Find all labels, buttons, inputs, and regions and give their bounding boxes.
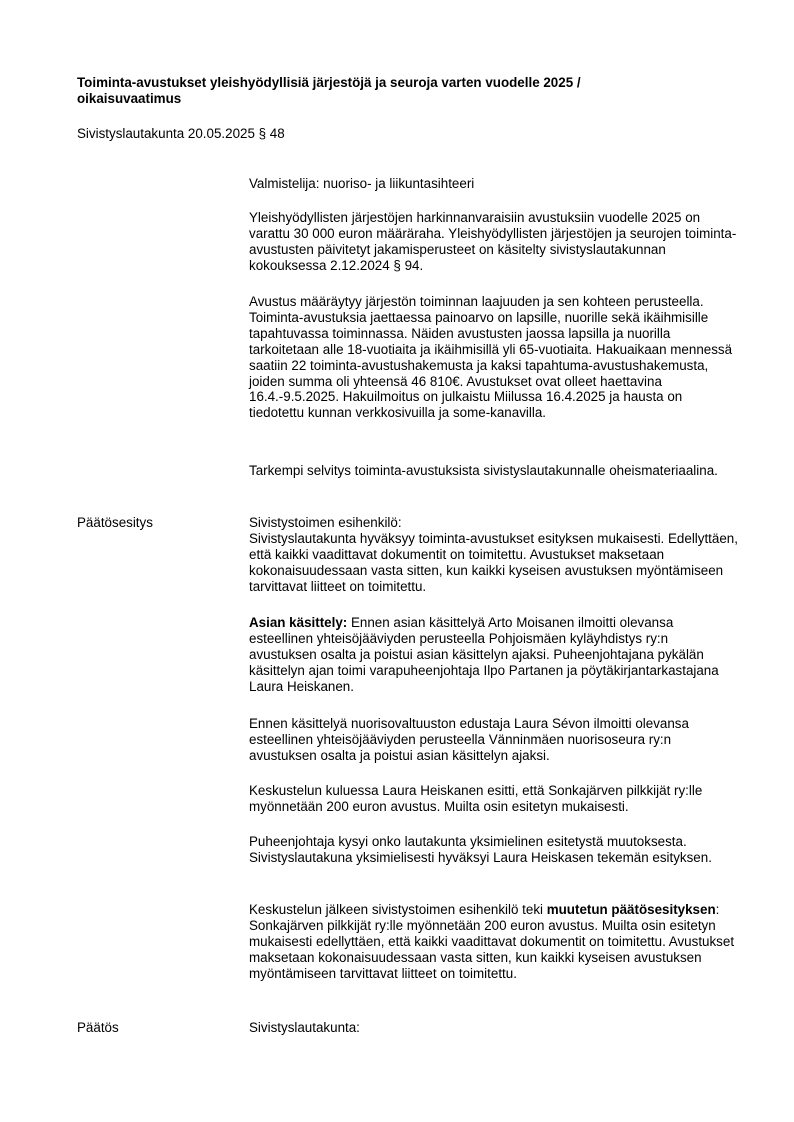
handling-label: Asian käsittely: (249, 615, 348, 630)
proposal-section (249, 515, 739, 595)
paragraph-handling (249, 615, 739, 695)
document-title (77, 75, 677, 107)
decision-by: Sivistyslautakunta: (249, 1020, 360, 1035)
handling-text: Ennen asian käsittelyä Arto Moisanen ilmoitti olevansa esteellinen yhteisöjääviyden perusteella Pohjoismäen kyläyhdistys ry:n avustuksen osalta ja poistui asian käsittelyn ajaksi. Puheenjohtajana pykälän käsittelyn ajan toimi varapuheenjohtaja Ilpo Partanen ja pöytäkirjantarkastajana Laura Heiskanen. (249, 615, 719, 694)
label-proposal: Päätösesitys (77, 515, 153, 530)
proposal-text: Sivistyslautakunta hyväksyy toiminta-avustukset esityksen mukaisesti. Edellyttäen, että kaikki vaadittavat dokumentit on toimitettu. Avustukset maksetaan kokonaisuudessaan vasta sitten, kun kaikki kyseisen avustuksen myöntämiseen tarvittavat liitteet on toimitettu. (249, 530, 738, 594)
proposal-by: Sivistystoimen esihenkilö: (249, 515, 402, 530)
paragraph-amended (249, 902, 739, 982)
paragraph-sevon: Ennen käsittelyä nuorisovaltuuston edustaja Laura Sévon ilmoitti olevansa esteellinen yhteisöjääviyden perusteella Vänninmäen nuorisoseura ry:n avustuksen osalta ja poistui asian käsittelyn ajaksi. (249, 716, 689, 763)
amended-bold: muutetun päätösesityksen (546, 902, 716, 917)
amended-pre: Keskustelun jälkeen sivistystoimen esihenkilö teki (249, 902, 547, 917)
paragraph-budget: Yleishyödyllisten järjestöjen harkinnanvaraisiin avustuksiin vuodelle 2025 on varattu 30 000 euron määräraha. Yleishyödyllisten järjestöjen ja seurojen toiminta-avustusten päivitetyt jakamisperusteet on käsitelty sivistyslautakunnan kokouksessa 2.12.2024 § 94. (249, 210, 737, 273)
meeting-reference: Sivistyslautakunta 20.05.2025 § 48 (77, 126, 285, 141)
paragraph-details: Tarkempi selvitys toiminta-avustuksista sivistyslautakunnalle oheismateriaalina. (249, 463, 718, 478)
paragraph-discussion: Keskustelun kuluessa Laura Heiskanen esitti, että Sonkajärven pilkkijät ry:lle myönnetään 200 euron avustus. Muilta osin esitetyn mukaisesti. (249, 783, 703, 814)
label-decision: Päätös (77, 1020, 119, 1035)
preparer: Valmistelija: nuoriso- ja liikuntasihteeri (249, 176, 475, 191)
amended-post: : Sonkajärven pilkkijät ry:lle myönnetään 200 euron avustus. Muilta osin esitetyn mukaisesti edellyttäen, että kaikki vaadittavat dokumentit on toimitettu. Avustukset maksetaan kokonaisuudessaan vasta sitten, kun kaikki kyseisen avustuksen myöntämiseen tarvittavat liitteet on toimitettu. (249, 902, 735, 981)
paragraph-chair: Puheenjohtaja kysyi onko lautakunta yksimielinen esitetystä muutoksesta. Sivistyslautakuna yksimielisesti hyväksyi Laura Heiskasen tekemän esityksen. (249, 834, 712, 865)
title-line-2: oikaisuvaatimus (77, 91, 182, 106)
title-line-1: Toiminta-avustukset yleishyödyllisiä järjestöjä ja seuroja varten vuodelle 2025 / (77, 75, 581, 90)
paragraph-criteria: Avustus määräytyy järjestön toiminnan laajuuden ja sen kohteen perusteella. Toiminta-avustuksia jaettaessa painoarvo on lapsille, nuorille sekä ikäihmisille tapahtuvassa toiminnassa. Näiden avustusten jaossa lapsilla ja nuorilla tarkoitetaan alle 18-vuotiaita ja ikäihmisillä yli 65-vuotiaita. Hakuaikaan mennessä saatiin 22 toiminta-avustushakemusta ja kaksi tapahtuma-avustushakemusta, joiden summa oli yhteensä 46 810€. Avustukset ovat olleet haettavina 16.4.-9.5.2025. Hakuilmoitus on julkaistu Miilussa 16.4.2025 ja hausta on tiedotettu kunnan verkkosivuilla ja some-kanavilla. (249, 294, 733, 421)
